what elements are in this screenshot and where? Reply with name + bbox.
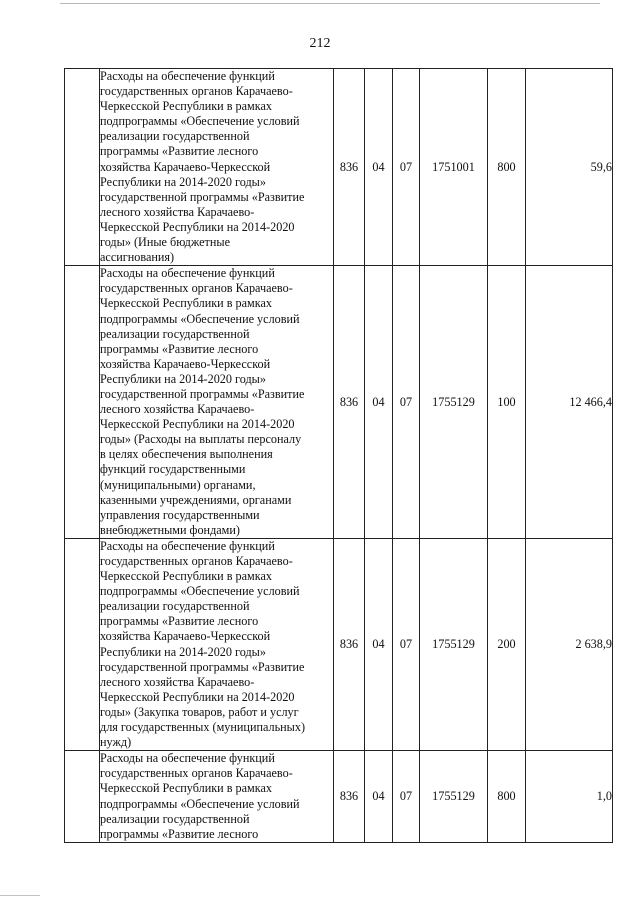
description-line: Черкесской Республики в рамках bbox=[100, 296, 272, 311]
description-line: Черкесской Республики на 2014-2020 bbox=[100, 689, 295, 704]
budget-table bbox=[64, 68, 613, 843]
expense-type-code-cell: 800 bbox=[488, 751, 526, 843]
row-number-cell bbox=[65, 69, 100, 266]
description-line: Расходы на обеспечение функций bbox=[100, 751, 275, 766]
description-line: государственной программы «Развитие bbox=[100, 386, 305, 401]
description-line: программы «Развитие лесного bbox=[100, 826, 259, 841]
subsection-code-cell: 07 bbox=[393, 266, 420, 539]
description-line: для государственных (муниципальных) bbox=[100, 720, 306, 735]
description-line: Республики на 2014-2020 годы» bbox=[100, 371, 266, 386]
description-line: хозяйства Карачаево-Черкесской bbox=[100, 629, 271, 644]
description-line: внебюджетными фондами) bbox=[100, 522, 240, 537]
row-number-cell bbox=[65, 266, 100, 539]
description-line: Расходы на обеспечение функций bbox=[100, 69, 275, 83]
description-line: лесного хозяйства Карачаево- bbox=[100, 674, 255, 689]
description-line: реализации государственной bbox=[100, 599, 250, 614]
amount-cell: 12 466,4 bbox=[526, 266, 613, 539]
page-number: 212 bbox=[309, 36, 331, 51]
description-line: годы» (Иные бюджетные bbox=[100, 235, 230, 250]
description-line: реализации государственной bbox=[100, 129, 250, 144]
description-line: реализации государственной bbox=[100, 326, 250, 341]
description-line: подпрограммы «Обеспечение условий bbox=[100, 114, 300, 129]
description-line: государственной программы «Развитие bbox=[100, 189, 305, 204]
description-cell bbox=[100, 266, 334, 539]
description-line: ассигнования) bbox=[100, 250, 175, 265]
row-number-cell bbox=[65, 538, 100, 750]
description-line: Расходы на обеспечение функций bbox=[100, 266, 275, 281]
description-line: государственных органов Карачаево- bbox=[100, 554, 293, 568]
description-line: годы» (Закупка товаров, работ и услуг bbox=[100, 704, 299, 719]
description-line: управления государственными bbox=[100, 507, 260, 522]
section-code-cell: 04 bbox=[365, 751, 393, 843]
section-code-cell: 04 bbox=[365, 266, 393, 539]
table-row bbox=[65, 751, 613, 843]
target-article-code-cell: 1751001 bbox=[420, 69, 488, 266]
grbs-code-cell: 836 bbox=[334, 266, 365, 539]
scan-bottom-edge-line bbox=[0, 895, 40, 896]
description-line: нужд) bbox=[100, 735, 132, 750]
description-line: Черкесской Республики на 2014-2020 bbox=[100, 219, 295, 234]
description-line: государственной программы «Развитие bbox=[100, 659, 305, 674]
subsection-code-cell: 07 bbox=[393, 538, 420, 750]
description-line: Черкесской Республики в рамках bbox=[100, 99, 272, 114]
description-line: Черкесской Республики в рамках bbox=[100, 781, 272, 796]
description-line: Республики на 2014-2020 годы» bbox=[100, 174, 266, 189]
description-line: хозяйства Карачаево-Черкесской bbox=[100, 159, 271, 174]
target-article-code-cell: 1755129 bbox=[420, 538, 488, 750]
description-line: Черкесской Республики на 2014-2020 bbox=[100, 417, 295, 432]
description-line: лесного хозяйства Карачаево- bbox=[100, 204, 255, 219]
description-line: хозяйства Карачаево-Черкесской bbox=[100, 356, 271, 371]
table-row bbox=[65, 69, 613, 266]
grbs-code-cell: 836 bbox=[334, 751, 365, 843]
description-line: государственных органов Карачаево- bbox=[100, 84, 293, 99]
description-line: Республики на 2014-2020 годы» bbox=[100, 644, 266, 659]
grbs-code-cell: 836 bbox=[334, 538, 365, 750]
subsection-code-cell: 07 bbox=[393, 69, 420, 266]
expense-type-code-cell: 100 bbox=[488, 266, 526, 539]
target-article-code-cell: 1755129 bbox=[420, 266, 488, 539]
section-code-cell: 04 bbox=[365, 538, 393, 750]
row-number-cell bbox=[65, 751, 100, 843]
description-line: программы «Развитие лесного bbox=[100, 144, 259, 159]
description-line: подпрограммы «Обеспечение условий bbox=[100, 311, 300, 326]
description-cell bbox=[100, 538, 334, 750]
description-cell bbox=[100, 69, 334, 266]
description-line: функций государственными bbox=[100, 462, 246, 477]
amount-cell: 59,6 bbox=[526, 69, 613, 266]
description-line: программы «Развитие лесного bbox=[100, 614, 259, 629]
section-code-cell: 04 bbox=[365, 69, 393, 266]
table-row bbox=[65, 538, 613, 750]
description-line: лесного хозяйства Карачаево- bbox=[100, 402, 255, 417]
description-line: подпрограммы «Обеспечение условий bbox=[100, 796, 300, 811]
table-row bbox=[65, 266, 613, 539]
expense-type-code-cell: 200 bbox=[488, 538, 526, 750]
description-line: годы» (Расходы на выплаты персоналу bbox=[100, 432, 302, 447]
description-line: государственных органов Карачаево- bbox=[100, 766, 293, 781]
description-line: казенными учреждениями, органами bbox=[100, 492, 292, 507]
description-line: программы «Развитие лесного bbox=[100, 341, 259, 356]
description-line: (муниципальными) органами, bbox=[100, 477, 256, 492]
budget-table-body bbox=[65, 69, 613, 843]
amount-cell: 1,0 bbox=[526, 751, 613, 843]
description-cell bbox=[100, 751, 334, 843]
subsection-code-cell: 07 bbox=[393, 751, 420, 843]
grbs-code-cell: 836 bbox=[334, 69, 365, 266]
description-line: Расходы на обеспечение функций bbox=[100, 538, 275, 553]
description-line: государственных органов Карачаево- bbox=[100, 281, 293, 296]
expense-type-code-cell: 800 bbox=[488, 69, 526, 266]
scan-top-edge-line bbox=[60, 3, 600, 4]
description-line: в целях обеспечения выполнения bbox=[100, 447, 273, 462]
description-line: Черкесской Республики в рамках bbox=[100, 569, 272, 584]
amount-cell: 2 638,9 bbox=[526, 538, 613, 750]
description-line: подпрограммы «Обеспечение условий bbox=[100, 584, 300, 599]
description-line: реализации государственной bbox=[100, 811, 250, 826]
target-article-code-cell: 1755129 bbox=[420, 751, 488, 843]
